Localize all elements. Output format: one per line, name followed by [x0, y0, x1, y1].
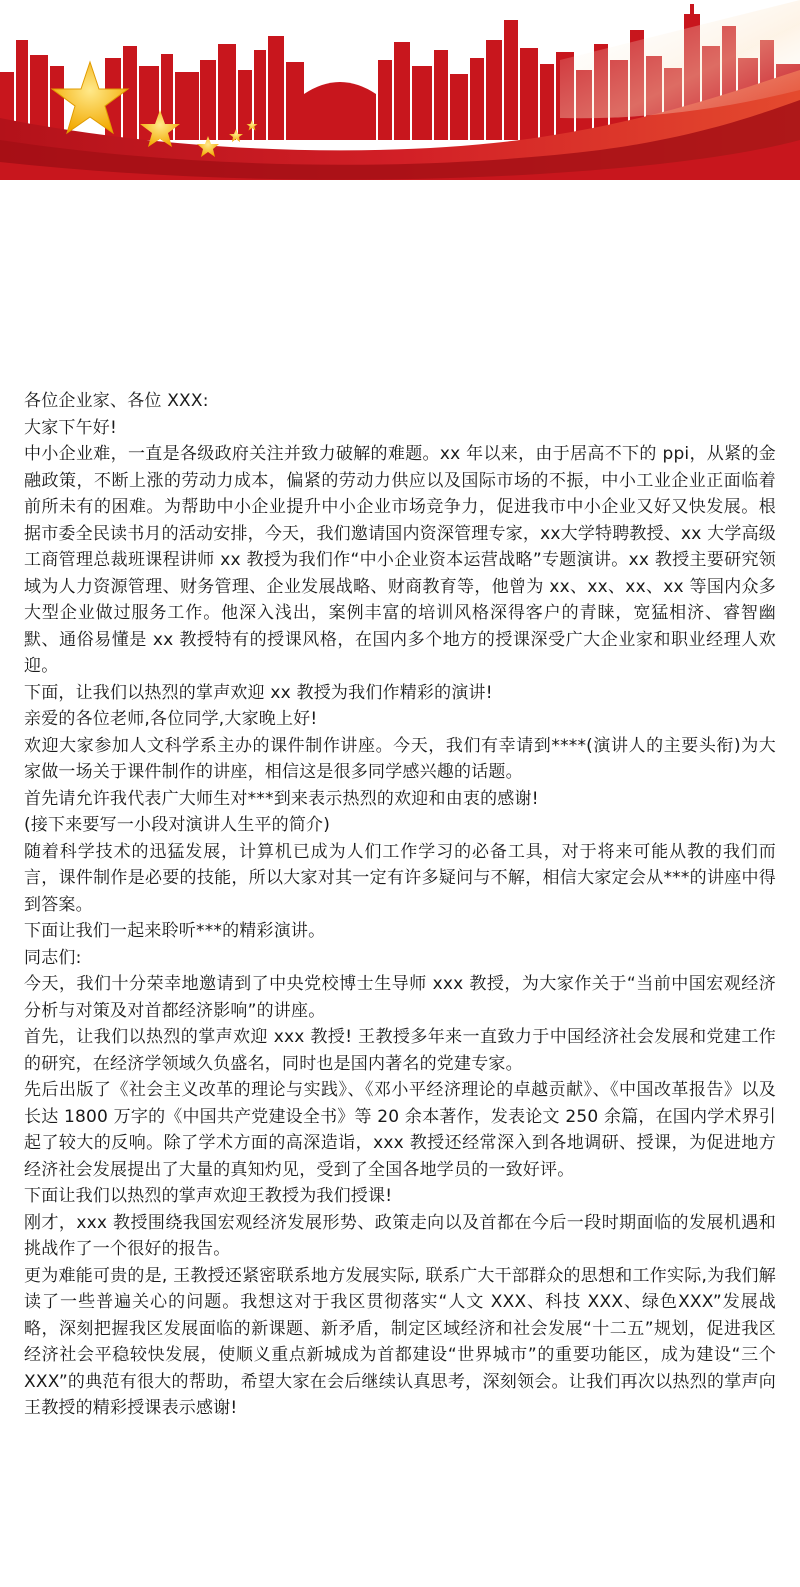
doc-paragraph: 首先请允许我代表广大师生对***到来表示热烈的欢迎和由衷的感谢! [24, 788, 539, 809]
doc-paragraph: 刚才，xxx 教授围绕我国宏观经济发展形势、政策走向以及首都在今后一段时期面临的发展机遇和挑战作了一个很好的报告。 [24, 1212, 776, 1259]
doc-paragraph: 下面让我们一起来聆听***的精彩演讲。 [24, 921, 326, 941]
doc-paragraph: 亲爱的各位老师,各位同学,大家晚上好! [24, 709, 318, 729]
doc-paragraph: 更为难能可贵的是, 王教授还紧密联系地方发展实际, 联系广大干部群众的思想和工作实际,为我们解读了一些普遍关心的问题。我想这对于我区贯彻落实“人文 XXX、科技 XXX、绿色XXX”发展战略，深刻把握我区发展面临的新课题、新矛盾，制定区域经济和社会发展“十二五”规划，促进我区经济社会平稳较快发展，使顺义重点新城成为首都建设“世界城市”的重要功能区，成为建设“三个 XXX”的典范有很大的帮助，希望大家在会后继续认真思考，深刻领会。让我们再次以热烈的掌声向王教授的精彩授课表示感谢! [24, 1265, 776, 1418]
doc-paragraph: 今天，我们十分荣幸地邀请到了中央党校博士生导师 xxx 教授，为大家作关于“当前中国宏观经济分析与对策及对首都经济影响”的讲座。 [24, 974, 776, 1021]
doc-paragraph: 下面让我们以热烈的掌声欢迎王教授为我们授课! [24, 1186, 393, 1206]
doc-paragraph: 随着科学技术的迅猛发展，计算机已成为人们工作学习的必备工具，对于将来可能从教的我们而言，课件制作是必要的技能，所以大家对其一定有许多疑问与不解，相信大家定会从***的讲座中得到答案。 [24, 841, 776, 915]
red-city-skyline-banner [0, 0, 800, 190]
doc-paragraph: 大家下午好! [24, 417, 118, 438]
doc-paragraph: 各位企业家、各位 XXX: [24, 391, 209, 411]
doc-paragraph: 先后出版了《社会主义改革的理论与实践》、《邓小平经济理论的卓越贡献》、《中国改革报告》以及长达 1800 万字的《中国共产党建设全书》等 20 余本著作，发表论文 250 余篇，在国内学术界引起了较大的反响。除了学术方面的高深造诣，xxx 教授还经常深入到各地调研、授课，为促进地方经济社会发展提出了大量的真知灼见，受到了全国各地学员的一致好评。 [24, 1080, 776, 1180]
header-banner [0, 0, 800, 190]
doc-paragraph: 中小企业难，一直是各级政府关注并致力破解的难题。xx 年以来，由于居高不下的 ppi，从紧的金融政策，不断上涨的劳动力成本，偏紧的劳动力供应以及国际市场的不振，中小工业企业正面临着前所未有的困难。为帮助中小企业提升中小企业市场竞争力，促进我市中小企业又好又快发展。根据市委全民读书月的活动安排，今天，我们邀请国内资深管理专家，xx大学特聘教授、xx 大学高级工商管理总裁班课程讲师 xx 教授为我们作“中小企业资本运营战略”专题演讲。xx 教授主要研究领域为人力资源管理、财务管理、企业发展战略、财商教育等，他曾为 xx、xx、xx、xx 等国内众多大型企业做过服务工作。他深入浅出，案例丰富的培训风格深得客户的青睐，宽猛相济、睿智幽默、通俗易懂是 xx 教授特有的授课风格，在国内多个地方的授课深受广大企业家和职业经理人欢迎。 [24, 444, 776, 676]
doc-paragraph: 欢迎大家参加人文科学系主办的课件制作讲座。今天，我们有幸请到****(演讲人的主要头衔)为大家做一场关于课件制作的讲座，相信这是很多同学感兴趣的话题。 [24, 735, 776, 782]
speech-document [24, 388, 776, 1422]
doc-paragraph: 首先，让我们以热烈的掌声欢迎 xxx 教授! 王教授多年来一直致力于中国经济社会发展和党建工作的研究，在经济学领域久负盛名，同时也是国内著名的党建专家。 [24, 1027, 776, 1074]
doc-paragraph: 下面，让我们以热烈的掌声欢迎 xx 教授为我们作精彩的演讲! [24, 682, 493, 703]
doc-paragraph: 同志们: [24, 947, 82, 968]
doc-paragraph: (接下来要写一小段对演讲人生平的简介) [24, 815, 331, 835]
